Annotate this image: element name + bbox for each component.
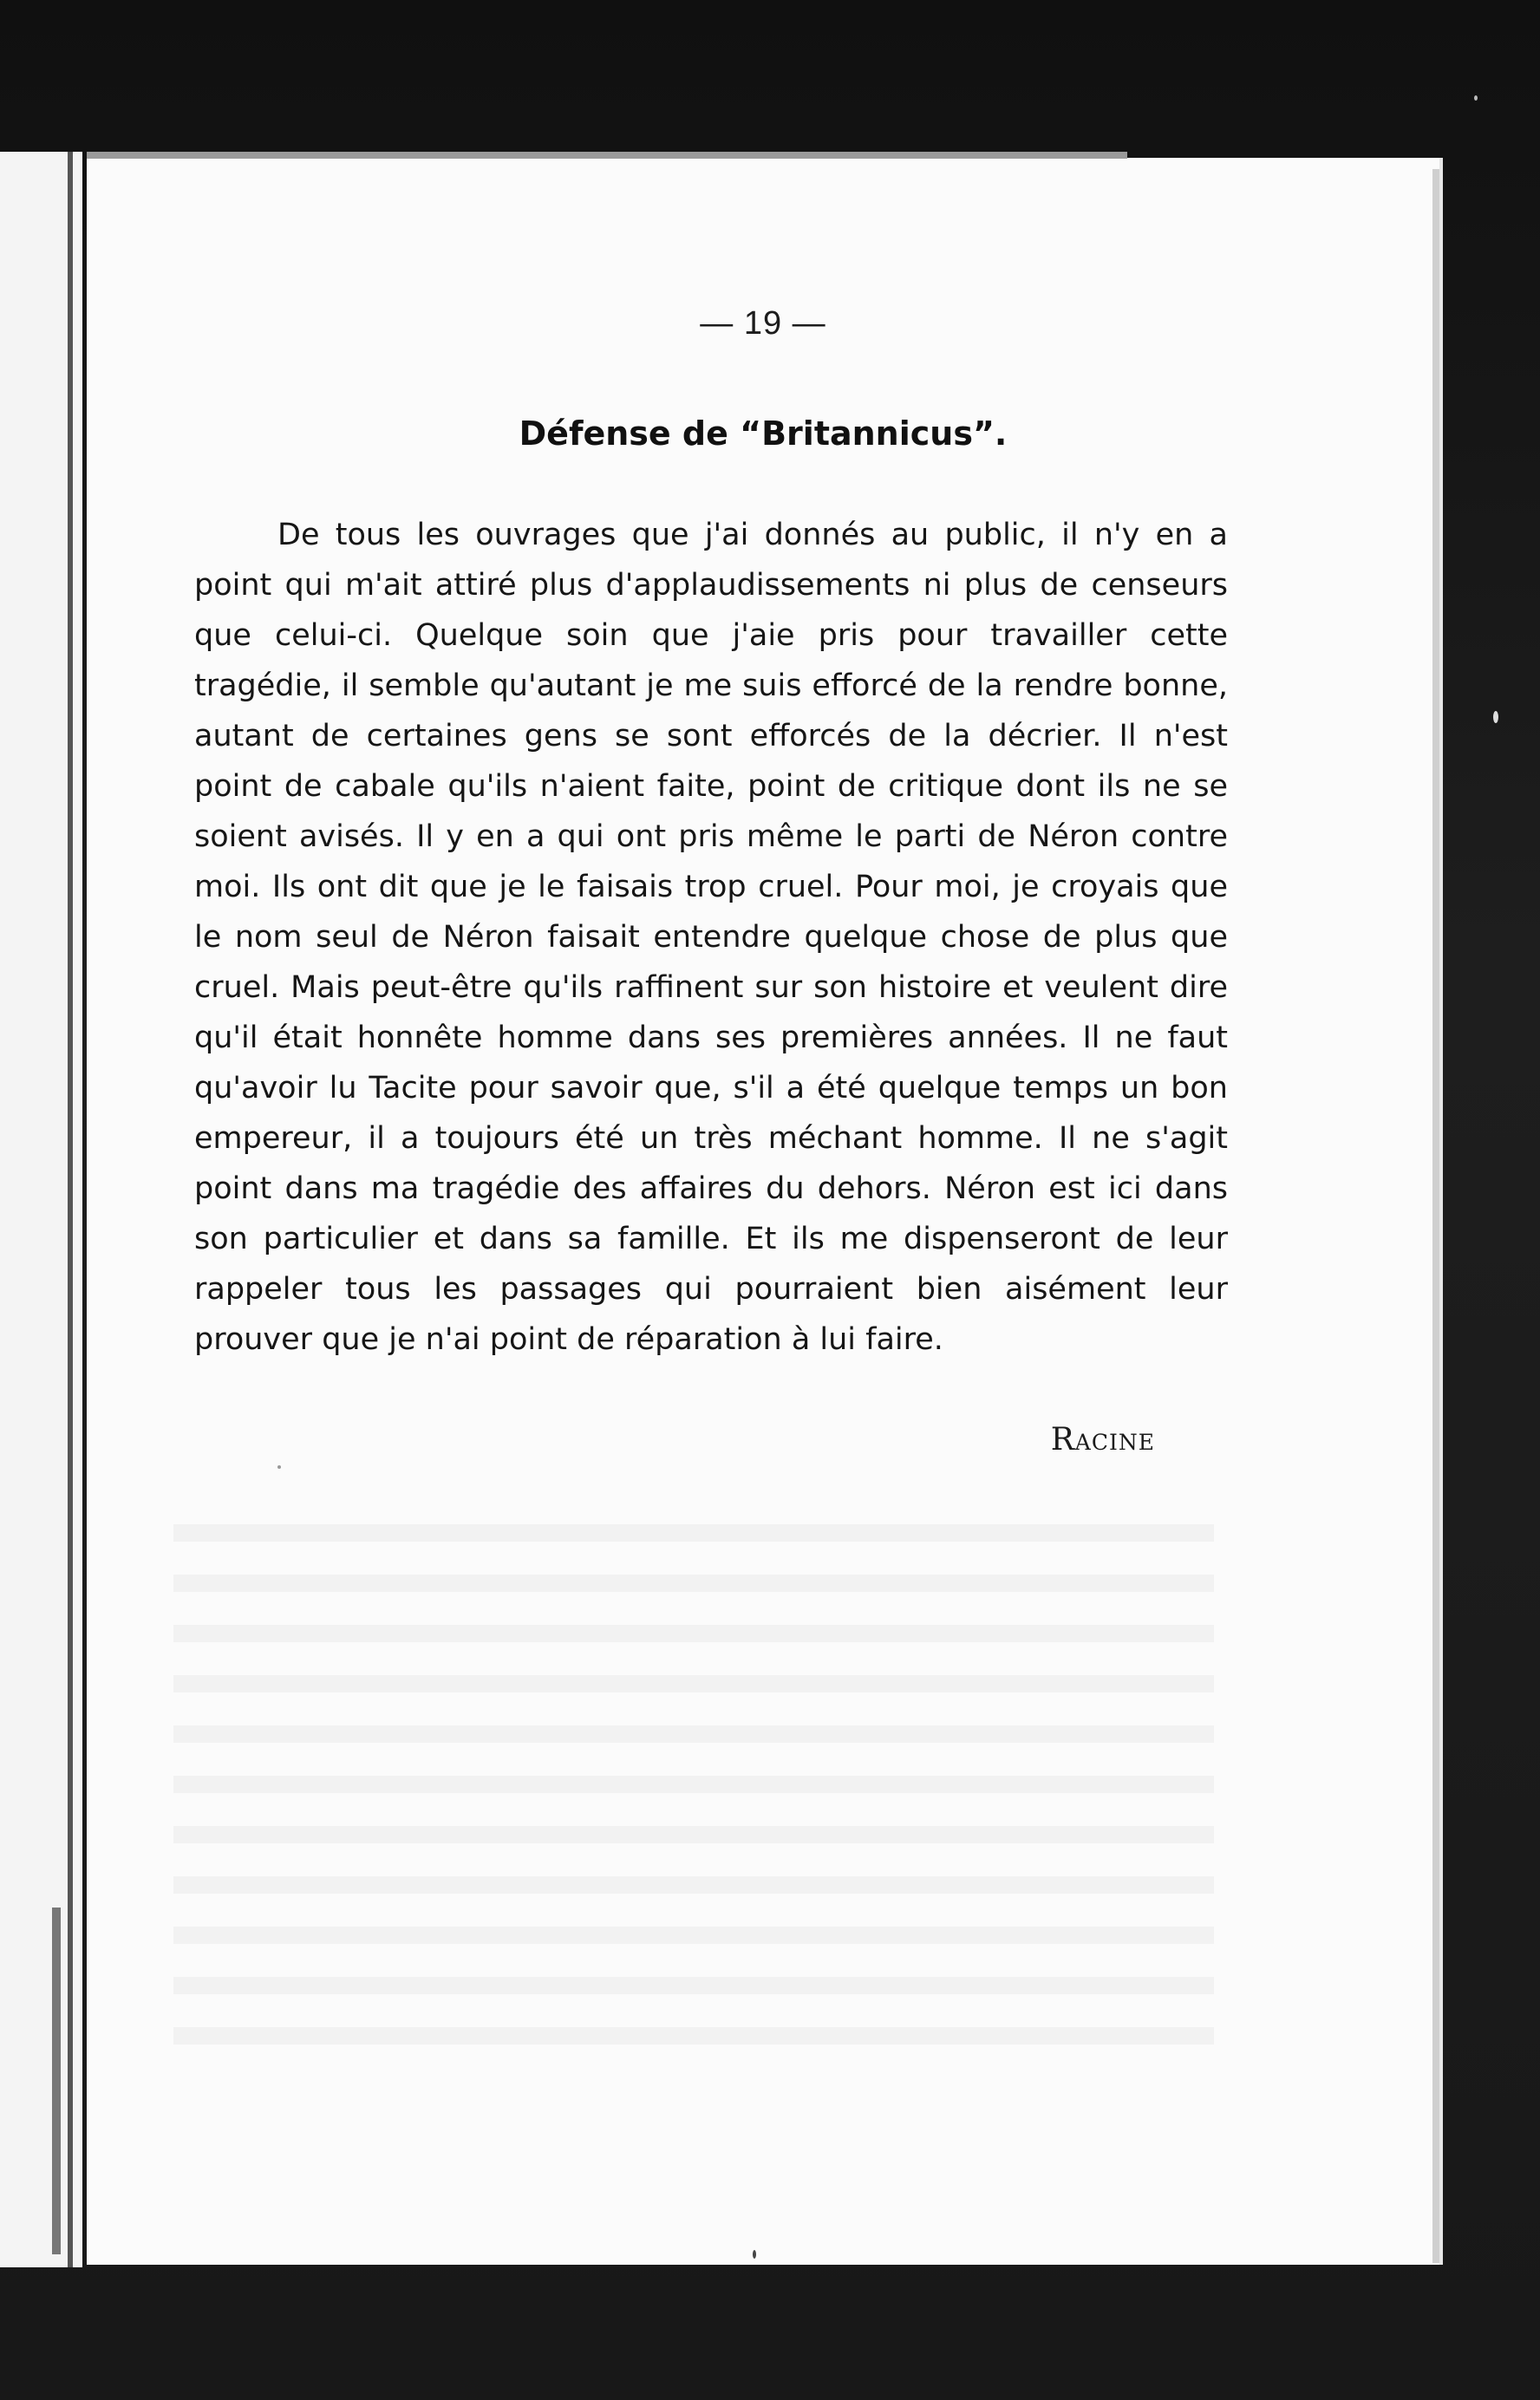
page-edge-top	[87, 152, 1127, 159]
body-paragraph: De tous les ouvrages que j'ai donnés au public, il n'y en a point qui m'ait attiré plus d'applaudissements ni plus de censeurs que celui-ci. Quelque soin que j'aie pris pour travailler cette tragédie, il semble qu'autant je me suis efforcé de la rendre bonne, autant de certaines gens se sont efforcés de la décrier. Il n'est point de cabale qu'ils n'aient faite, point de critique dont ils ne se soient avisés. Il y en a qui ont pris même le parti de Néron contre moi. Ils ont dit que je le faisais trop cruel. Pour moi, je croyais que le nom seul de Néron faisait entendre quelque chose de plus que cruel. Mais peut-être qu'ils raffinent sur son histoire et veulent dire qu'il était honnête homme dans ses premières années. Il ne faut qu'avoir lu Tacite pour savoir que, s'il a été quelque temps un bon empereur, il a toujours été un très méchant homme. Il ne s'agit point dans ma tragédie des affaires du dehors. Néron est ici dans son particulier et dans sa famille. Et ils me dispenseront de leur rappeler tous les passages qui pourraient bien aisément leur prouver que je n'ai point de réparation à lui faire.	[194, 518, 1228, 1357]
scan-speck	[1493, 711, 1498, 723]
scan-speck	[1474, 95, 1478, 101]
scan-speck	[277, 1465, 281, 1469]
scan-speck	[753, 2250, 756, 2259]
binding-shadow	[68, 152, 73, 2267]
page-number: — 19 —	[700, 305, 826, 342]
reverse-side-show-through	[173, 1491, 1214, 2046]
page-title: Défense de “Britannicus”.	[519, 414, 1008, 453]
scan-artifact	[52, 1908, 61, 2254]
author-signature: Racine	[1050, 1422, 1155, 1458]
page-edge-right	[1432, 169, 1439, 2263]
